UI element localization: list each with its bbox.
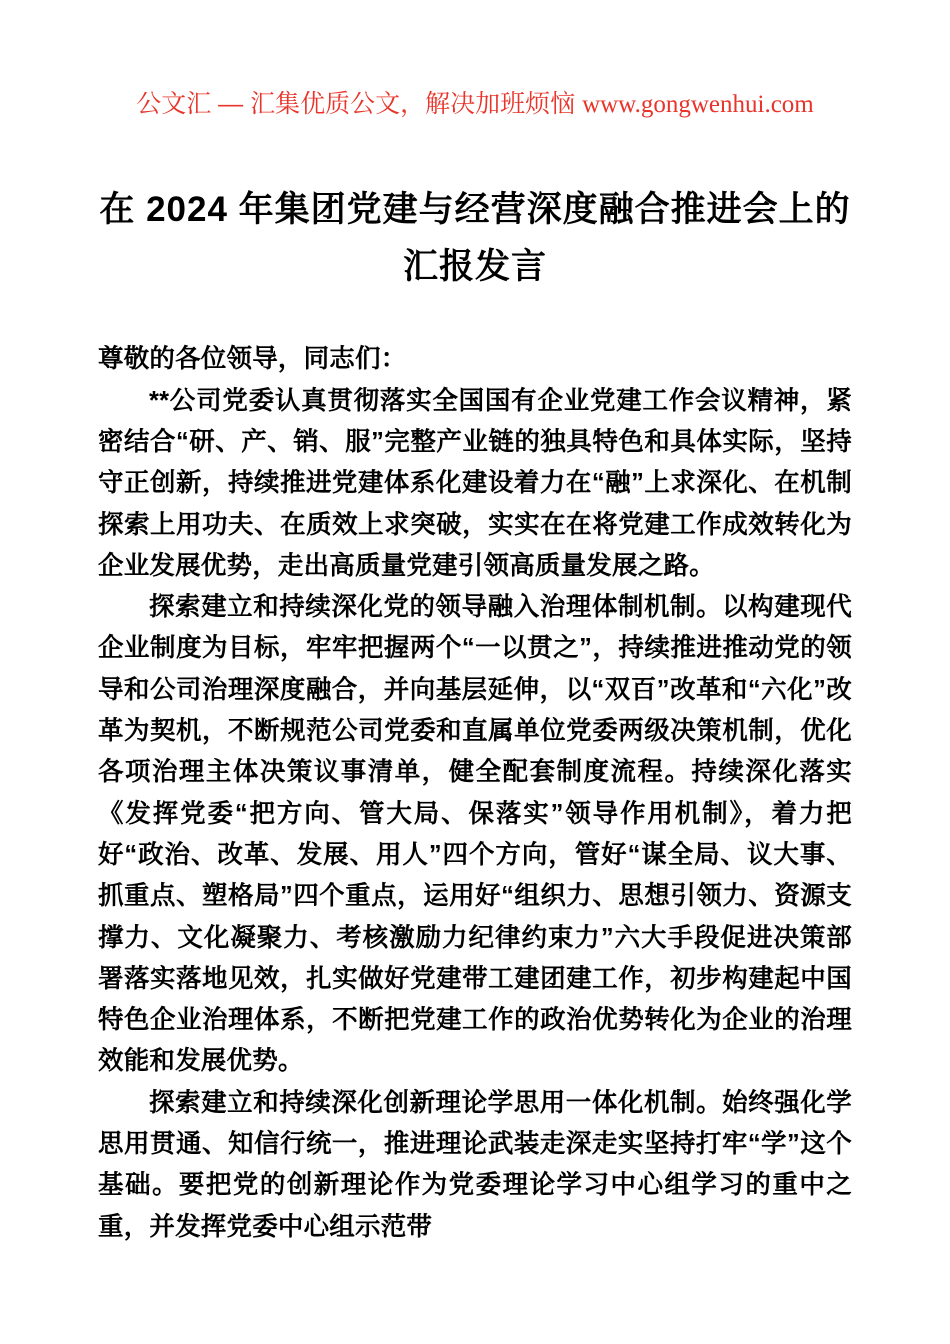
document-title: 在 2024 年集团党建与经营深度融合推进会上的汇报发言 — [99, 190, 851, 286]
watermark-text: 公文汇 — 汇集优质公文，解决加班烦恼 — [136, 90, 583, 118]
document-body — [98, 339, 852, 1248]
salutation: 尊敬的各位领导，同志们： — [98, 345, 407, 374]
watermark-banner — [98, 0, 852, 120]
paragraph-2: 探索建立和持续深化党的领导融入治理体制机制。以构建现代企业制度为目标，牢牢把握两个“一以贯之”，持续推进推动党的领导和公司治理深度融合，并向基层延伸，以“双百”改革和“六化”改革为契机，不断规范公司党委和直属单位党委两级决策机制，优化各项治理主体决策议事清单，健全配套制度流程。持续深化落实《发挥党委“把方向、管大局、保落实”领导作用机制》，着力把好“政治、改革、发展、用人”四个方向，管好“谋全局、议大事、抓重点、塑格局”四个重点，运用好“组织力、思想引领力、资源支撑力、文化凝聚力、考核激励力纪律约束力”六大手段促进决策部署落实落地见效，扎实做好党建带工建团建工作，初步构建起中国特色企业治理体系，不断把党建工作的政治优势转化为企业的治理效能和发展优势。 — [98, 593, 852, 1076]
paragraph-1: **公司党委认真贯彻落实全国国有企业党建工作会议精神，紧密结合“研、产、销、服”完整产业链的独具特色和具体实际，坚持守正创新，持续推进党建体系化建设着力在“融”上求深化、在机制探索上用功夫、在质效上求突破，实实在在将党建工作成效转化为企业发展优势，走出高质量党建引领高质量发展之路。 — [98, 386, 852, 580]
paragraph-3: 探索建立和持续深化创新理论学思用一体化机制。始终强化学思用贯通、知信行统一，推进理论武装走深走实坚持打牢“学”这个基础。要把党的创新理论作为党委理论学习中心组学习的重中之重，并发挥党委中心组示范带 — [98, 1088, 852, 1241]
watermark-url: www.gongwenhui.com — [582, 91, 814, 118]
